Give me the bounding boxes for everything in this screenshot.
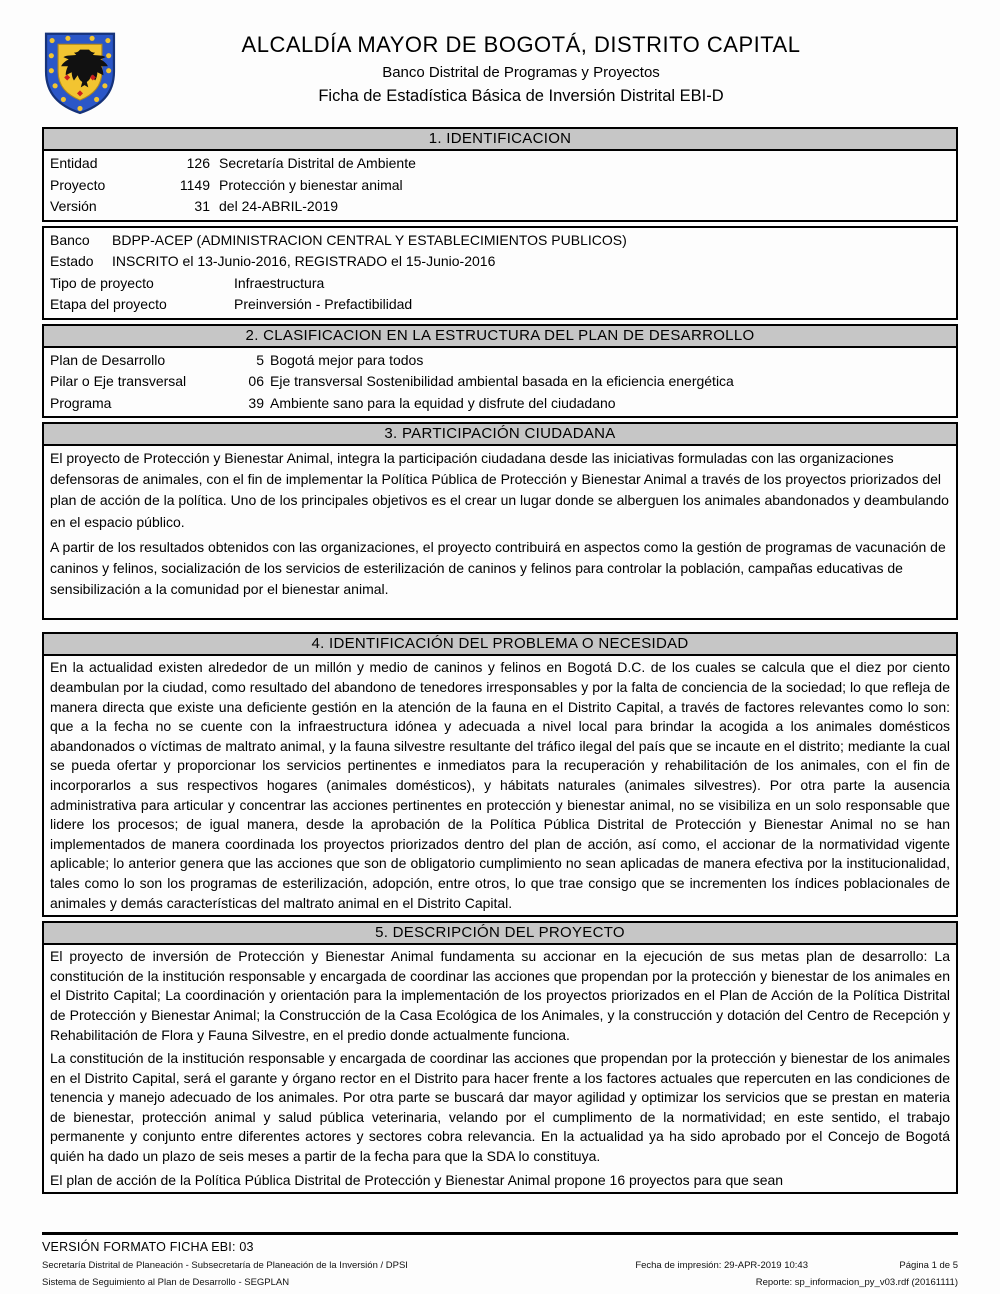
document-title: ALCALDÍA MAYOR DE BOGOTÁ, DISTRITO CAPITAL — [241, 32, 801, 57]
footer-page-number: Página 1 de 5 — [899, 1260, 958, 1271]
footer-format-version: VERSIÓN FORMATO FICHA EBI: 03 — [42, 1240, 254, 1254]
field-version — [50, 196, 950, 218]
paragraph: El proyecto de inversión de Protección y Bienestar Animal fundamenta su accionar en la ejecución de sus metas plan de desarrollo: La constitución de la institución responsable y encargada de coordinar las acciones que propendan por la protección y bienestar de los animales en el Distrito Capital; La coordinación y orientación para la implementación de los proyectos priorizados en el Plan de Acción de la Política Distrital de Protección y Bienestar Animal; la Construcción de la Casa Ecológica de los Animales, y la construcción y dotación del Centro de Recepción y Rehabilitación de Flora y Fauna Silvestre, en el predio donde actualmente funciona. — [50, 948, 950, 1043]
section-identification — [42, 127, 958, 222]
field-estado — [50, 251, 950, 273]
participacion-body — [44, 446, 956, 618]
row-plan-desarrollo — [50, 350, 950, 372]
identification-detail-rows — [44, 228, 956, 318]
field-value: Infraestructura — [234, 274, 325, 291]
paragraph: El plan de acción de la Política Pública Distrital de Protección y Bienestar Animal propone 16 proyectos para que sean — [50, 1171, 784, 1188]
section-clasificacion-title: 2. CLASIFICACION EN LA ESTRUCTURA DEL PLAN DE DESARROLLO — [44, 326, 956, 348]
identification-fields — [44, 151, 956, 220]
field-code: 1149 — [179, 176, 210, 193]
row-code: 06 — [248, 373, 264, 389]
problema-body — [44, 656, 956, 915]
field-label: Proyecto — [50, 176, 106, 193]
bogota-coat-of-arms-logo — [42, 30, 124, 121]
field-label: Entidad — [50, 155, 98, 171]
field-proyecto — [50, 175, 950, 197]
row-value: Ambiente sano para la equidad y disfrute del ciudadano — [270, 394, 616, 411]
section-clasificacion — [42, 324, 958, 419]
paragraph: La constitución de la institución responsable y encargada de coordinar las acciones que propendan por la protección y bienestar de los animales en el Distrito Capital, será el garante y órgano rector en el Distrito para hacer frente a los factores actuales que repercuten en las condiciones de tenencia y manejo adecuado de los animales. Por otra parte se buscará dar mayor agilidad y optimizar los servicios que se prestan en materia de bienestar, protección animal y salud pública veterinaria, velando por el cumplimento de la normatividad; en este sentido, el trabajo permanente y conjunto entre diferentes actores y sectores cobra relevancia. En la actualidad ya ha sido aprobado por el Concejo de Bogotá quién ha dado un plazo de seis meses a partir de la fecha para que la SDA lo constituya. — [50, 1050, 950, 1165]
document-header — [42, 0, 958, 121]
field-label: Versión — [50, 198, 97, 214]
field-value: Preinversión - Prefactibilidad — [234, 296, 413, 312]
section-participacion — [42, 422, 958, 620]
footer-report-id: Reporte: sp_informacion_py_v03.rdf (20161111) — [755, 1277, 958, 1288]
section-problema-title: 4. IDENTIFICACIÓN DEL PROBLEMA O NECESIDAD — [44, 634, 956, 656]
field-label: Tipo de proyecto — [50, 274, 154, 291]
field-code: 31 — [194, 198, 210, 214]
paragraph: En la actualidad existen alrededor de un millón y medio de caninos y felinos en Bogotá D.C. de los cuales se calcula que el diez por ciento deambulan por la ciudad, como resultado del abandono de tenedores irresponsables y por la falta de conciencia de la sociedad; lo que refleja de manera directa que existe una deficiente gestión en la atención de la fauna en el Distrito Capital, a través de factores relevantes como lo son: que a la fecha no se cuente con la infraestructura idónea y adecuada a nivel local para brindar la acogida a los animales domésticos abandonados o víctimas de maltrato animal, y la fauna silvestre resultante del tráfico ilegal del país que se incaute en el distrito; mediante la cual se pueda ofertar y proporcionar los servicios pertinentes e inmediatos para la recuperación y rehabilitación de los animales, con el fin de incorporarlos a sus respectivos hogares (animales domésticos), y hábitats naturales (animales silvestres). Por otra parte la ausencia administrativa para articular y concentrar las acciones pertinentes en protección y bienestar animal, no se visibiliza en un solo responsable que lidere los procesos; de igual manera, desde la aprobación de la Política Pública Distrital de Protección y Bienestar Animal no se han implementados de manera coordinada los proyectos priorizados dentro del plan de acción, así como, el accionar de la normatividad vigente aplicable; lo anterior genera que las acciones que son de obligatorio cumplimiento no sean aplicadas de manera efectiva por la institucionalidad, tales como lo son los programas de esterilización, adopción, entre otros, lo que trae consigo que se incrementen los índices poblacionales de animales y demás características del maltrato animal en el Distrito Capital. — [50, 659, 950, 911]
field-banco — [50, 230, 950, 252]
field-label: Estado — [50, 253, 94, 269]
row-label: Plan de Desarrollo — [50, 351, 166, 368]
section-identification-details — [42, 226, 958, 320]
field-entidad — [50, 153, 950, 175]
row-code: 39 — [248, 394, 264, 411]
footer-entity: Secretaría Distrital de Planeación - Subsecretaría de Planeación de la Inversión / DPSI — [42, 1260, 408, 1271]
footer-print-date: Fecha de impresión: 29-APR-2019 10:43 — [635, 1260, 808, 1271]
field-label: Banco — [50, 231, 90, 248]
document-subtitle-bank: Banco Distrital de Programas y Proyectos — [382, 64, 660, 81]
field-value: INSCRITO el 13-Junio-2016, REGISTRADO el 15-Junio-2016 — [112, 253, 496, 269]
row-value: Eje transversal Sostenibilidad ambiental basada en la eficiencia energética — [270, 373, 734, 389]
field-value: del 24-ABRIL-2019 — [219, 198, 339, 214]
document-subtitle-ficha: Ficha de Estadística Básica de Inversión Distrital EBI-D — [318, 87, 724, 105]
coat-of-arms-icon — [42, 30, 118, 116]
field-value: Secretaría Distrital de Ambiente — [219, 155, 416, 171]
field-tipo-proyecto — [50, 273, 950, 295]
row-pilar-eje — [50, 371, 950, 393]
row-label: Pilar o Eje transversal — [50, 373, 187, 389]
row-code: 5 — [256, 351, 264, 368]
paragraph: El proyecto de Protección y Bienestar Animal, integra la participación ciudadana desde las iniciativas formuladas con las organizaciones defensoras de animales, con el fin de implementar la Política Pública de Protección y Bienestar Animal a través de los proyectos priorizados del plan de acción de la política. Uno de los principales objetivos es el crear un lugar donde se alberguen los animales abandonados y deambulando en el espacio público. — [50, 450, 949, 530]
footer-row-1 — [42, 1260, 958, 1271]
footer-system: Sistema de Seguimiento al Plan de Desarrollo - SEGPLAN — [42, 1277, 290, 1288]
field-value: BDPP-ACEP (ADMINISTRACION CENTRAL Y ESTABLECIMIENTOS PUBLICOS) — [112, 231, 627, 248]
section-participacion-title: 3. PARTICIPACIÓN CIUDADANA — [44, 424, 956, 446]
paragraph: A partir de los resultados obtenidos con las organizaciones, el proyecto contribuirá en aspectos como la gestión de programas de vacunación de caninos y felinos, socialización de los servicios de esterilización de caninos y felinos para controlar la población, campañas educativas de sensibilización a la comunidad por el bienestar animal. — [50, 538, 946, 598]
page-footer — [42, 1232, 958, 1288]
field-etapa-proyecto — [50, 294, 950, 316]
clasificacion-rows — [44, 348, 956, 417]
section-identification-title: 1. IDENTIFICACION — [44, 129, 956, 151]
section-descripcion-title: 5. DESCRIPCIÓN DEL PROYECTO — [44, 923, 956, 945]
row-value: Bogotá mejor para todos — [270, 351, 424, 368]
row-label: Programa — [50, 394, 112, 411]
document-titles — [124, 30, 958, 106]
field-value: Protección y bienestar animal — [219, 176, 403, 193]
section-descripcion — [42, 921, 958, 1194]
section-problema — [42, 632, 958, 917]
footer-row-2 — [42, 1277, 958, 1288]
row-programa — [50, 393, 950, 415]
field-code: 126 — [186, 155, 210, 171]
footer-divider — [42, 1232, 958, 1235]
field-label: Etapa del proyecto — [50, 296, 167, 312]
descripcion-body — [44, 945, 956, 1192]
